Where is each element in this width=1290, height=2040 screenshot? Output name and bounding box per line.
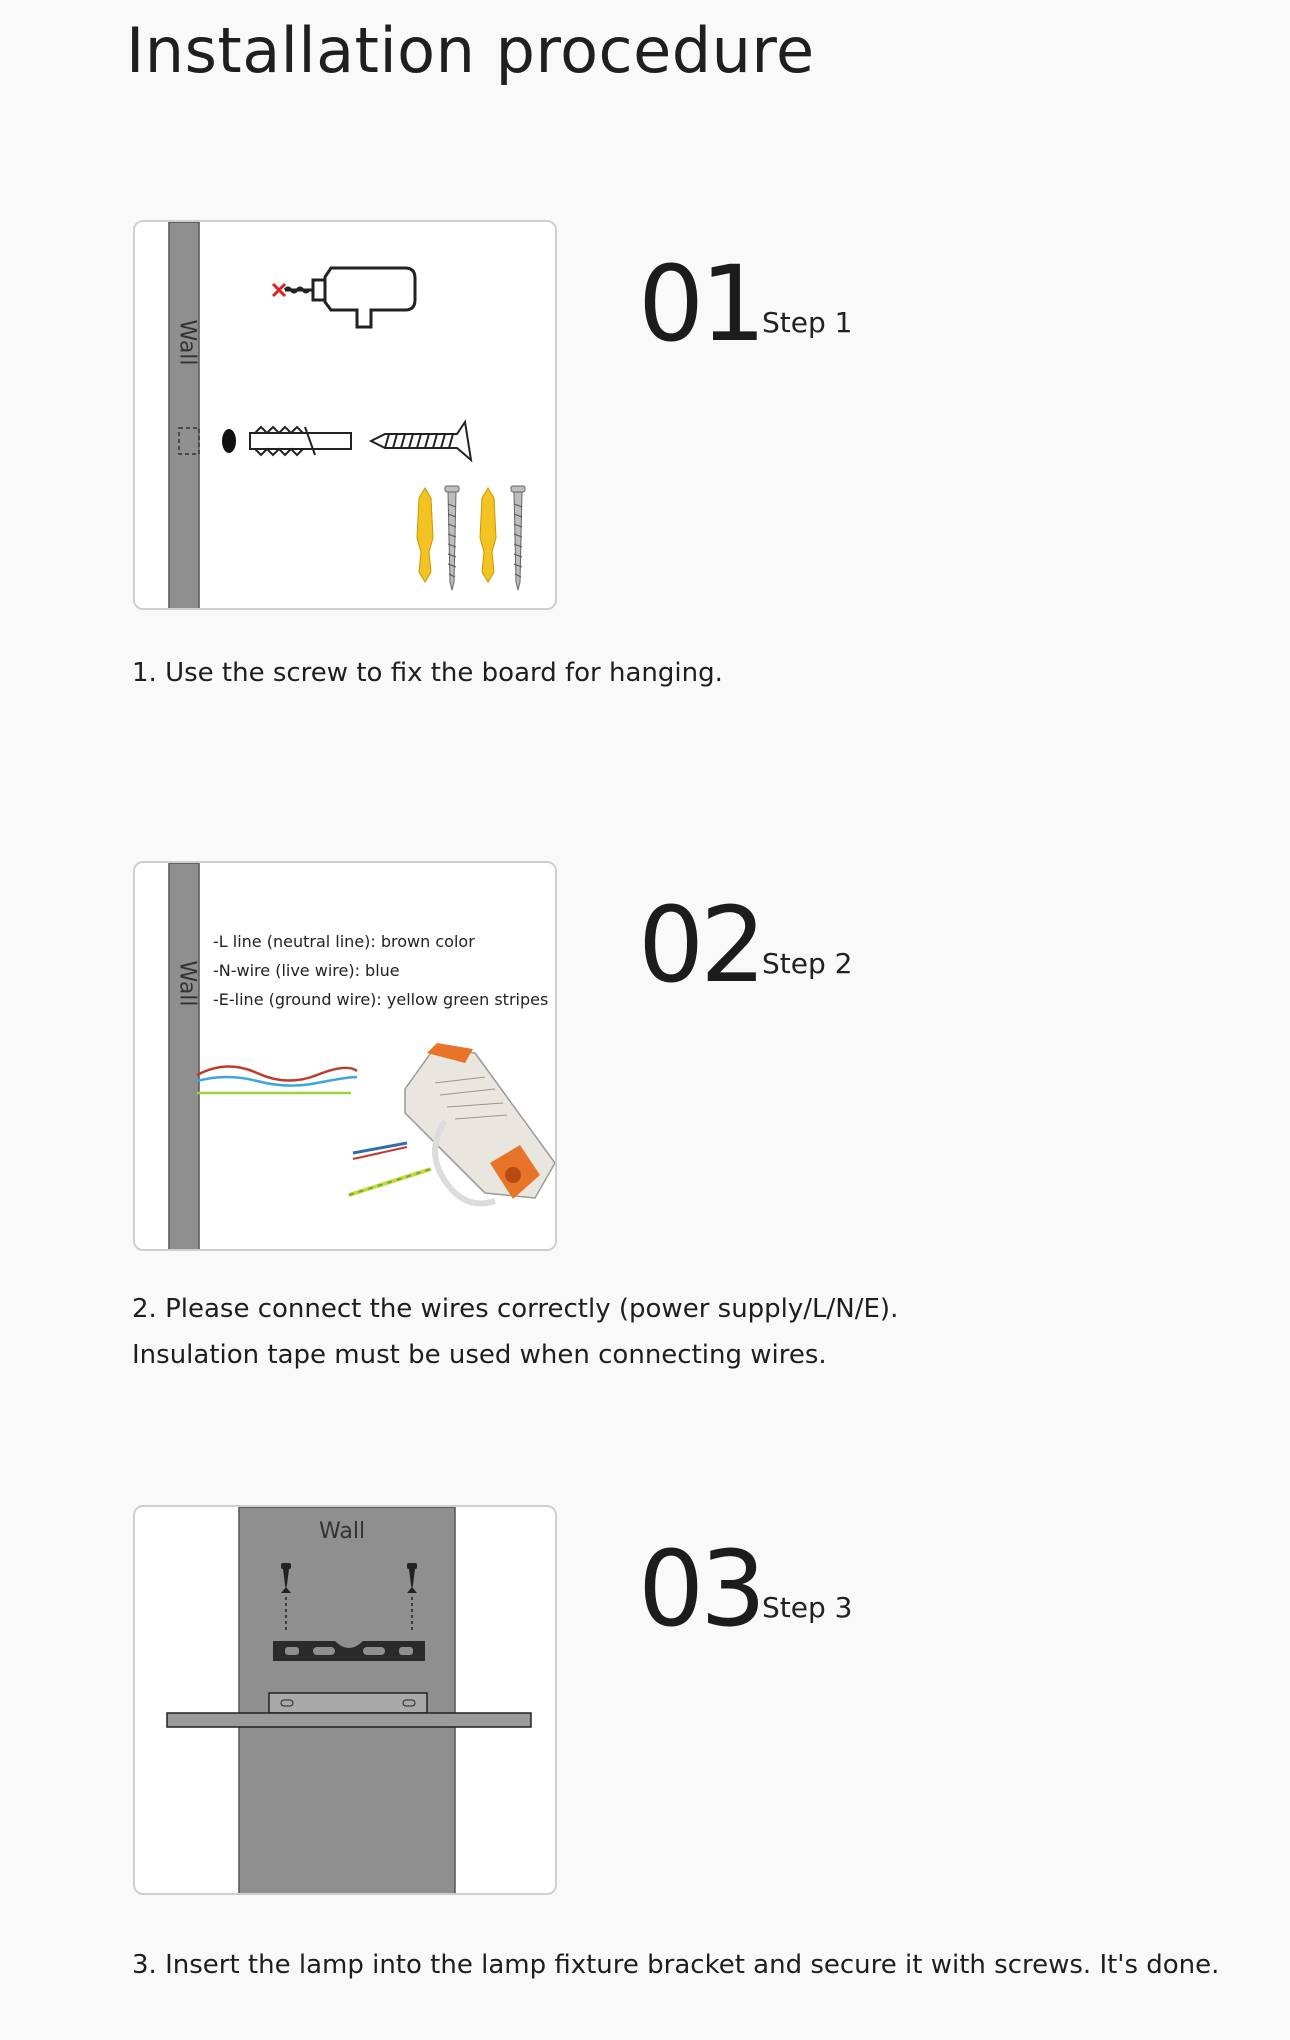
- step-3-label: Step 3: [762, 1591, 853, 1624]
- step-3-description: [132, 1942, 1219, 1988]
- wall-strip: [169, 222, 199, 610]
- step-3-illustration: [133, 1505, 557, 1895]
- screw-outline-icon: [371, 422, 471, 460]
- drill-icon: [285, 268, 415, 327]
- wire-legend-item: -L line (neutral line): brown color: [213, 932, 475, 951]
- step-2-number: 02: [638, 884, 763, 1006]
- lamp-icon: [167, 1693, 531, 1727]
- step-2-description-line: 2. Please connect the wires correctly (power supply/L/N/E).: [132, 1294, 899, 1324]
- step-1-label: Step 1: [762, 306, 853, 339]
- drill-mark-icon: [273, 284, 285, 296]
- step-1-illustration: [133, 220, 557, 610]
- wire-legend-item: -N-wire (live wire): blue: [213, 961, 400, 980]
- step-3-description-line: 3. Insert the lamp into the lamp fixture bracket and secure it with screws. It's done.: [132, 1950, 1220, 1980]
- step-2-label: Step 2: [762, 947, 853, 980]
- step-1-description: [132, 650, 723, 696]
- step-2-description-line: Insulation tape must be used when connecting wires.: [132, 1340, 827, 1370]
- step-1-number: 01: [638, 243, 763, 365]
- yellow-anchor-icon: [417, 488, 496, 582]
- plug-dot: [222, 429, 236, 453]
- step-2-illustration: [133, 861, 557, 1251]
- step-3-number: 03: [638, 1528, 763, 1650]
- step-2-description: [132, 1286, 898, 1378]
- wall-wires: [197, 1066, 357, 1093]
- wire-legend: [213, 927, 548, 1014]
- page-title: Installation procedure: [126, 14, 815, 87]
- anchor-outline-icon: [250, 427, 351, 455]
- step-1-description-line: 1. Use the screw to fix the board for hanging.: [132, 658, 723, 688]
- bracket-icon: [273, 1641, 425, 1661]
- wall-label: Wall: [319, 1519, 366, 1544]
- wall-label: Wall: [174, 960, 200, 1007]
- wall-label: Wall: [174, 319, 200, 366]
- driver-icon: [349, 1043, 555, 1204]
- wall-strip: [169, 863, 199, 1251]
- wire-legend-item: -E-line (ground wire): yellow green stripes: [213, 990, 549, 1009]
